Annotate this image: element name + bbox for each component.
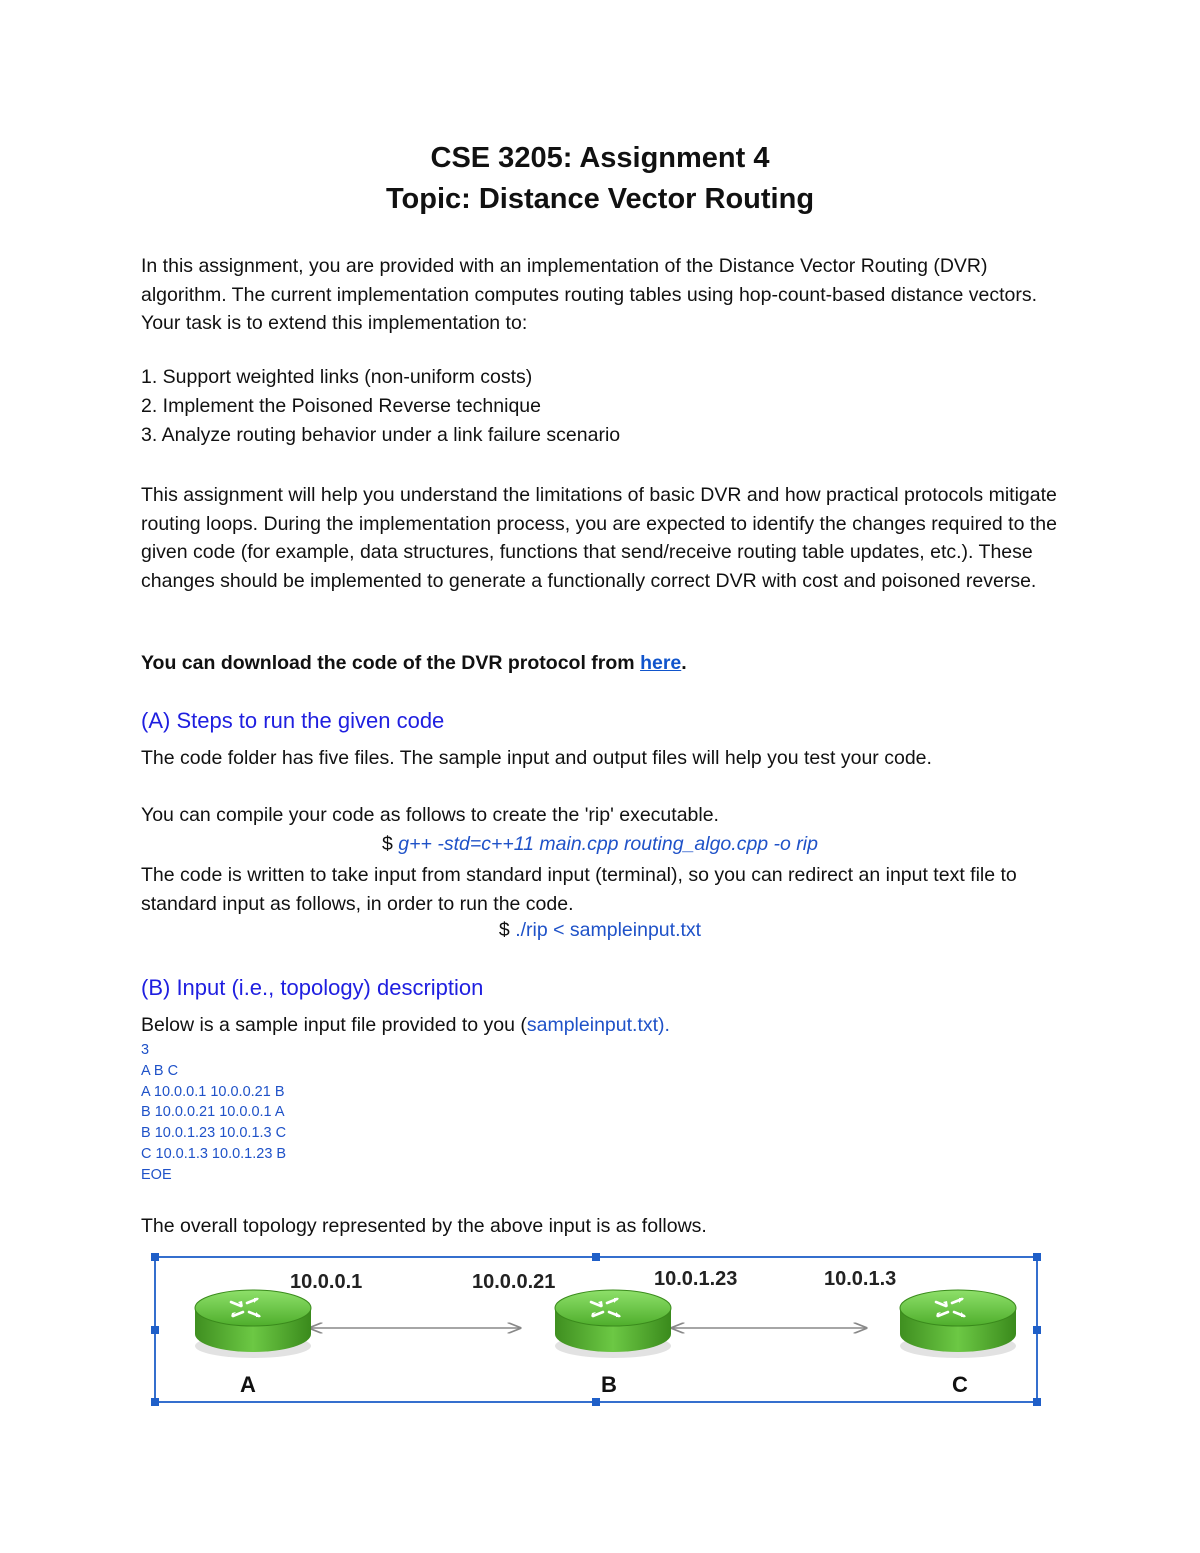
run-command-text: ./rip < sampleinput.txt	[515, 919, 702, 941]
sample-line: B 10.0.0.21 10.0.0.1 A	[141, 1104, 285, 1121]
task-item-3: 3. Analyze routing behavior under a link failure scenario	[141, 424, 621, 446]
ip-label-a: 10.0.0.1	[290, 1271, 363, 1293]
ip-label-b-left: 10.0.0.21	[472, 1271, 556, 1293]
section-a-heading: (A) Steps to run the given code	[141, 708, 445, 733]
download-here-link[interactable]: here	[640, 652, 682, 674]
section-b-heading: (B) Input (i.e., topology) description	[141, 975, 484, 1000]
download-end: .	[681, 652, 687, 674]
sample-input-block	[141, 1040, 286, 1186]
ip-label-c: 10.0.1.3	[824, 1268, 897, 1290]
section-a-text-3: The code is written to take input from standard input (terminal), so you can redirect an input text file to standard input as follows, in order to run the code.	[141, 864, 1017, 915]
sample-line: EOE	[141, 1166, 172, 1183]
topology-text: The overall topology represented by the above input is as follows.	[141, 1215, 707, 1237]
compile-command	[0, 833, 1200, 856]
ip-label-b-right: 10.0.1.23	[654, 1268, 738, 1290]
intro-paragraph: In this assignment, you are provided with an implementation of the Distance Vector Routing (DVR) algorithm. The current implementation computes routing tables using hop-count-based distance vectors. Your task is to extend this implementation to:	[141, 255, 1038, 335]
run-command-prompt: $	[498, 919, 516, 941]
task-item-2: 2. Implement the Poisoned Reverse technique	[141, 395, 541, 417]
router-label-c: C	[952, 1372, 968, 1397]
run-command	[0, 919, 1200, 942]
limitations-paragraph: This assignment will help you understand the limitations of basic DVR and how practical protocols mitigate routing loops. During the implementation process, you are expected to identify the changes required to the given code (for example, data structures, functions that send/receive routing table updates, etc.). These changes should be implemented to generate a functionally correct DVR with cost and poisoned reverse.	[141, 484, 1057, 592]
document-subtitle: Topic: Distance Vector Routing	[385, 183, 815, 215]
compile-command-prompt: $	[382, 833, 399, 855]
document-title: CSE 3205: Assignment 4	[430, 142, 770, 174]
section-a-text-2: You can compile your code as follows to create the 'rip' executable.	[141, 804, 719, 826]
compile-command-text: g++ -std=c++11 main.cpp routing_algo.cpp -o rip	[398, 833, 818, 855]
sample-line: A 10.0.0.1 10.0.0.21 B	[141, 1083, 285, 1100]
sample-line: C 10.0.1.3 10.0.1.23 B	[141, 1145, 287, 1162]
sample-line: 3	[141, 1042, 150, 1058]
router-label-b: B	[601, 1372, 617, 1397]
sample-file-name: sampleinput.txt).	[526, 1014, 670, 1036]
router-label-a: A	[240, 1372, 256, 1397]
topology-figure[interactable]	[150, 1250, 1045, 1410]
router-c-icon	[900, 1290, 1016, 1358]
section-a-text-1: The code folder has five files. The sample input and output files will help you test your code.	[141, 747, 932, 769]
section-b-intro	[141, 1014, 670, 1037]
task-item-1: 1. Support weighted links (non-uniform costs)	[141, 366, 533, 388]
section-b-intro-text: Below is a sample input file provided to you (	[141, 1014, 527, 1036]
router-a-icon	[195, 1290, 311, 1358]
sample-line: A B C	[141, 1062, 179, 1079]
download-text: You can download the code of the DVR protocol from	[141, 652, 641, 674]
sample-line: B 10.0.1.23 10.0.1.3 C	[141, 1125, 287, 1142]
download-line	[141, 652, 687, 675]
router-b-icon	[555, 1290, 671, 1358]
